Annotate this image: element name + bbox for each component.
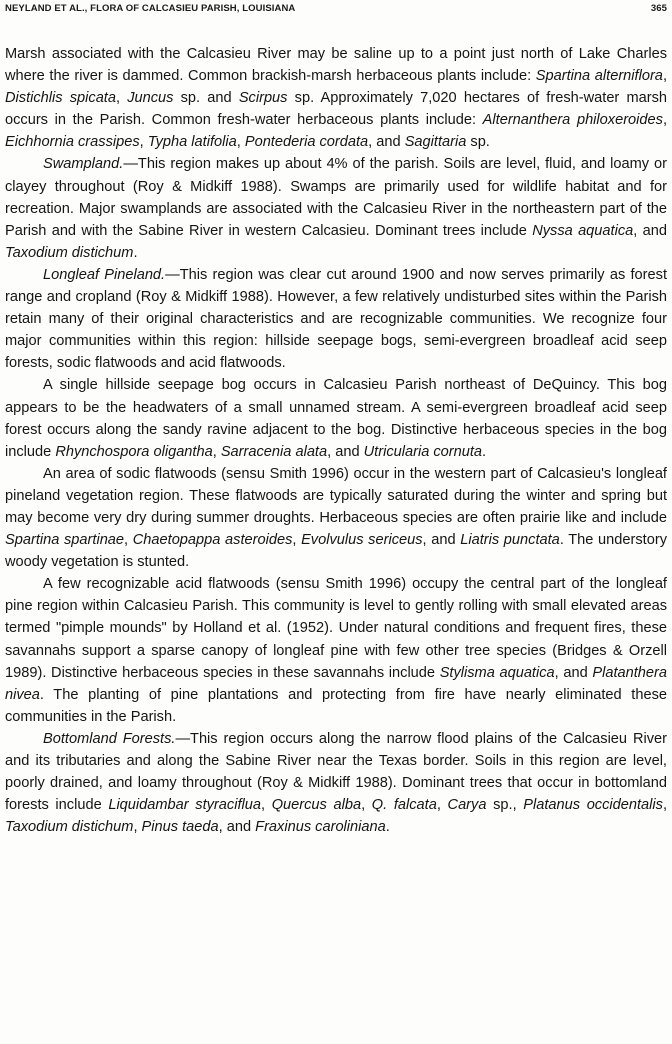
text-run: sp. bbox=[466, 134, 490, 151]
section-heading: Bottomland Forests. bbox=[43, 730, 176, 747]
text-run: , bbox=[260, 797, 272, 814]
paragraph-seepage-bog bbox=[5, 374, 667, 462]
text-run: , bbox=[124, 532, 133, 549]
document-page bbox=[5, 0, 667, 1044]
text-run: , and bbox=[422, 532, 461, 549]
taxon-name: Eichhornia crassipes bbox=[5, 134, 140, 151]
taxon-name: Q. falcata bbox=[371, 797, 437, 814]
taxon-name: Fraxinus caroliniana bbox=[255, 819, 386, 836]
text-run: . The planting of pine plantations and protecting from fire have nearly eliminated these communities in the Parish. bbox=[5, 686, 667, 725]
taxon-name: Utricularia cornuta bbox=[363, 443, 483, 460]
text-run: sp. and bbox=[173, 90, 239, 107]
text-run: , bbox=[236, 134, 245, 151]
section-heading: Longleaf Pineland. bbox=[43, 266, 166, 283]
taxon-name: Chaetopappa asteroides bbox=[132, 532, 293, 549]
text-run: , bbox=[115, 90, 128, 107]
text-run: —This region occurs along the narrow flood plains of the Calcasieu River and its tributaries and along the Sabine River near the Texas border. Soils in this region are level, poorly drained, and loamy throughout (Roy & Midkiff 1988). Dominant trees that occur in bottomland forests include bbox=[5, 730, 667, 814]
taxon-name: Sarracenia alata bbox=[220, 443, 328, 460]
taxon-name: Rhynchospora oligantha bbox=[55, 443, 213, 460]
paragraph-sodic-flatwoods bbox=[5, 463, 667, 573]
taxon-name: Pontederia cordata bbox=[244, 134, 369, 151]
text-run: . bbox=[133, 244, 138, 261]
text-run: An area of sodic flatwoods (sensu Smith 1996) occur in the western part of Calcasieu's longleaf pineland vegetation region. These flatwoods are typically saturated during the winter and spring but may become very dry during summer droughts. Herbaceous species are often prairie like and include bbox=[5, 465, 667, 526]
taxon-name: Taxodium distichum bbox=[5, 819, 134, 836]
paragraph-longleaf-pineland bbox=[5, 264, 667, 374]
text-run: , and bbox=[327, 443, 364, 460]
text-run: , bbox=[361, 797, 372, 814]
text-run: —This region makes up about 4% of the parish. Soils are level, fluid, and loamy or clayey throughout (Roy & Midkiff 1988). Swamps are primarily used for wildlife habitat and for recreation. Major swamplands are associated with the Calcasieu River in the northeastern part of the Parish and with the Sabine River in western Calcasieu. Dominant trees include bbox=[5, 156, 667, 239]
taxon-name: Quercus alba bbox=[271, 797, 362, 814]
text-run: , bbox=[139, 134, 148, 151]
taxon-name: Typha latifolia bbox=[147, 134, 237, 151]
paragraph-swampland bbox=[5, 153, 667, 263]
text-run: , bbox=[662, 68, 667, 85]
text-run: Marsh associated with the Calcasieu River may be saline up to a point just north of Lake Charles where the river is dammed. Common brackish-marsh herbaceous plants include: bbox=[5, 46, 667, 85]
taxon-name: Platanus occidentalis bbox=[523, 797, 663, 814]
text-run: A single hillside seepage bog occurs in Calcasieu Parish northeast of DeQuincy. This bog appears to be the headwaters of a small unnamed stream. A semi-evergreen broadleaf acid seep forest occurs along the sandy ravine adjacent to the bog. Distinctive herbaceous species in the bog include bbox=[5, 377, 667, 460]
taxon-name: Alternanthera philoxeroides bbox=[482, 112, 663, 129]
taxon-name: Scirpus bbox=[238, 90, 288, 107]
text-run: , and bbox=[218, 819, 256, 836]
page-number: 365 bbox=[650, 3, 667, 14]
taxon-name: Sagittaria bbox=[404, 134, 467, 151]
text-run: . bbox=[482, 443, 487, 460]
taxon-name: Pinus taeda bbox=[141, 819, 219, 836]
taxon-name: Taxodium distichum bbox=[5, 244, 134, 261]
taxon-name: Liatris punctata bbox=[460, 532, 560, 549]
taxon-name: Spartina alterniflora bbox=[535, 68, 663, 85]
taxon-name: Evolvulus sericeus bbox=[301, 532, 423, 549]
text-run: , and bbox=[554, 664, 593, 681]
running-head bbox=[5, 3, 667, 19]
taxon-name: Distichlis spicata bbox=[5, 90, 116, 107]
text-run: , bbox=[212, 443, 221, 460]
text-run: sp., bbox=[486, 797, 524, 814]
taxon-name: Platanthera nivea bbox=[5, 664, 668, 703]
text-run: , bbox=[662, 112, 668, 129]
text-run: —This region was clear cut around 1900 and now serves primarily as forest range and cropland (Roy & Midkiff 1988). However, a few relatively undisturbed sites within the Parish retain many of their original characteristics and are recognizable communities. We recognize four major communities within this region: hillside seepage bogs, semi-evergreen broadleaf acid seep forests, sodic flatwoods and acid flatwoods. bbox=[5, 266, 667, 372]
text-run: sp. Approximately 7,020 hectares of fresh-water marsh occurs in the Parish. Common fresh-water herbaceous plants include: bbox=[5, 90, 668, 129]
article-body bbox=[5, 43, 667, 838]
text-run: , bbox=[662, 797, 668, 814]
text-run: , and bbox=[633, 222, 667, 239]
taxon-name: Juncus bbox=[127, 90, 174, 107]
text-run: , bbox=[292, 532, 302, 549]
taxon-name: Spartina spartinae bbox=[5, 532, 125, 549]
paragraph-bottomland-forests bbox=[5, 728, 667, 838]
paragraph-marsh bbox=[5, 43, 667, 153]
text-run: . bbox=[385, 819, 390, 836]
taxon-name: Carya bbox=[447, 797, 487, 814]
text-run: . The understory woody vegetation is stunted. bbox=[5, 532, 667, 571]
section-heading: Swampland. bbox=[43, 156, 124, 173]
taxon-name: Nyssa aquatica bbox=[532, 222, 634, 239]
text-run: , bbox=[436, 797, 448, 814]
text-run: A few recognizable acid flatwoods (sensu Smith 1996) occupy the central part of the longleaf pine region within Calcasieu Parish. This community is level to gently rolling with small elevated areas termed "pimple mounds" by Holland et al. (1952). Under natural conditions and frequent fires, these savannahs support a sparse canopy of longleaf pine with few other tree species (Bridges & Orzell 1989). Distinctive herbaceous species in these savannahs include bbox=[5, 576, 667, 681]
text-run: , bbox=[133, 819, 142, 836]
taxon-name: Liquidambar styraciflua bbox=[108, 797, 261, 814]
running-title: NEYLAND ET AL., FLORA OF CALCASIEU PARISH, LOUISIANA bbox=[5, 3, 296, 14]
text-run: , and bbox=[368, 134, 405, 151]
paragraph-acid-flatwoods bbox=[5, 573, 667, 728]
taxon-name: Stylisma aquatica bbox=[439, 664, 555, 681]
